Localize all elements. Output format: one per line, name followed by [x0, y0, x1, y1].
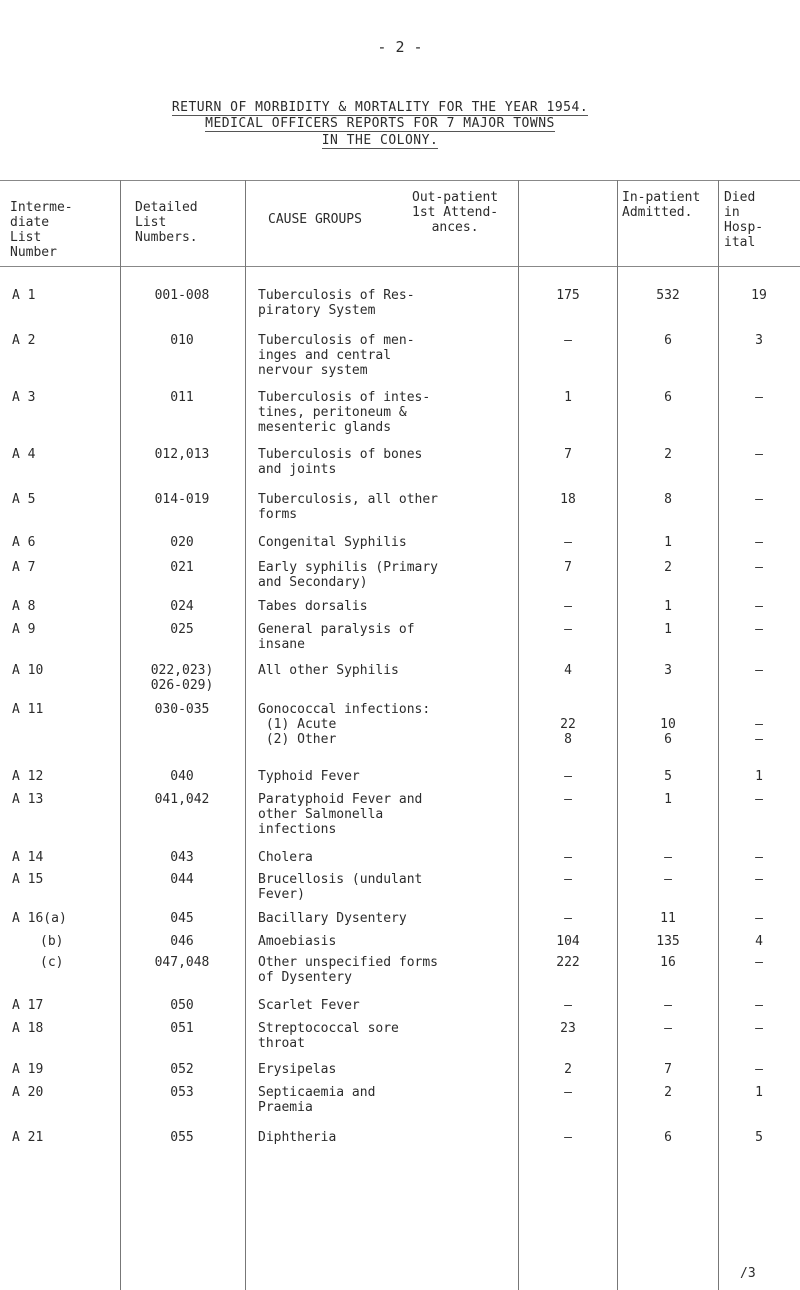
- header-inpatient: In-patient Admitted.: [622, 190, 701, 220]
- detailed-number: 044: [170, 872, 194, 887]
- intermediate-number: A 6: [12, 535, 36, 550]
- cause-group: Other unspecified forms of Dysentery: [258, 955, 439, 985]
- outpatient-count: 4: [564, 663, 572, 678]
- column-divider: [245, 180, 246, 1290]
- outpatient-count: –: [564, 998, 572, 1013]
- outpatient-count: –: [564, 769, 572, 784]
- cause-group: Scarlet Fever: [258, 998, 360, 1013]
- died-count: –: [755, 1021, 763, 1036]
- inpatient-count: 6: [664, 1130, 672, 1145]
- column-divider: [718, 180, 719, 1290]
- outpatient-count: –: [564, 911, 572, 926]
- cause-group: All other Syphilis: [258, 663, 399, 678]
- outpatient-count: 2: [564, 1062, 572, 1077]
- detailed-number: 022,023) 026-029): [150, 663, 214, 693]
- outpatient-count: 22 8: [560, 717, 576, 747]
- cause-group: Bacillary Dysentery: [258, 911, 407, 926]
- intermediate-number: A 12: [12, 769, 44, 784]
- page-number: - 2 -: [377, 38, 423, 56]
- detailed-number: 024: [170, 599, 194, 614]
- outpatient-count: –: [564, 535, 572, 550]
- detailed-number: 010: [170, 333, 194, 348]
- inpatient-count: 1: [664, 622, 672, 637]
- intermediate-number: A 11: [12, 702, 44, 717]
- intermediate-number: A 20: [12, 1085, 44, 1100]
- intermediate-number: A 8: [12, 599, 36, 614]
- died-count: –: [755, 955, 763, 970]
- cause-group: Early syphilis (Primary and Secondary): [258, 560, 439, 590]
- died-count: –: [755, 599, 763, 614]
- died-count: –: [755, 390, 763, 405]
- detailed-number: 052: [170, 1062, 194, 1077]
- continuation-note: /3: [740, 1266, 756, 1281]
- intermediate-number: A 18: [12, 1021, 44, 1036]
- intermediate-number: A 17: [12, 998, 44, 1013]
- outpatient-count: 23: [560, 1021, 576, 1036]
- intermediate-number: A 4: [12, 447, 36, 462]
- died-count: – –: [755, 717, 763, 747]
- outpatient-count: –: [564, 872, 572, 887]
- outpatient-count: 222: [556, 955, 580, 970]
- outpatient-count: –: [564, 792, 572, 807]
- inpatient-count: 2: [664, 560, 672, 575]
- outpatient-count: 7: [564, 447, 572, 462]
- cause-group: Tuberculosis, all other forms: [258, 492, 439, 522]
- cause-group: Gonococcal infections: (1) Acute (2) Other: [258, 702, 431, 747]
- inpatient-count: 1: [664, 792, 672, 807]
- outpatient-count: 1: [564, 390, 572, 405]
- outpatient-count: 104: [556, 934, 580, 949]
- outpatient-count: 7: [564, 560, 572, 575]
- detailed-number: 040: [170, 769, 194, 784]
- inpatient-count: 10 6: [660, 717, 676, 747]
- cause-group: General paralysis of insane: [258, 622, 415, 652]
- outpatient-count: –: [564, 1085, 572, 1100]
- outpatient-count: 18: [560, 492, 576, 507]
- cause-group: Erysipelas: [258, 1062, 337, 1077]
- died-count: –: [755, 998, 763, 1013]
- died-count: –: [755, 850, 763, 865]
- cause-group: Tabes dorsalis: [258, 599, 368, 614]
- inpatient-count: 7: [664, 1062, 672, 1077]
- died-count: –: [755, 872, 763, 887]
- intermediate-number: A 16(a): [12, 911, 67, 926]
- cause-group: Tuberculosis of intes- tines, peritoneum & mesenteric glands: [258, 390, 431, 435]
- detailed-number: 047,048: [154, 955, 210, 970]
- inpatient-count: 6: [664, 333, 672, 348]
- cause-group: Brucellosis (undulant Fever): [258, 872, 423, 902]
- header-died-in-hospital: Died in Hosp- ital: [724, 190, 764, 250]
- detailed-number: 025: [170, 622, 194, 637]
- intermediate-number: A 2: [12, 333, 36, 348]
- outpatient-count: –: [564, 333, 572, 348]
- cause-group: Tuberculosis of Res- piratory System: [258, 288, 415, 318]
- detailed-number: 030-035: [154, 702, 210, 717]
- died-count: –: [755, 492, 763, 507]
- cause-group: Amoebiasis: [258, 934, 337, 949]
- detailed-number: 014-019: [154, 492, 210, 507]
- inpatient-count: –: [664, 872, 672, 887]
- died-count: 3: [755, 333, 763, 348]
- inpatient-count: 16: [660, 955, 676, 970]
- title-line-2: MEDICAL OFFICERS REPORTS FOR 7 MAJOR TOWNS: [205, 116, 555, 131]
- header-intermediate-list: Interme- diate List Number: [10, 200, 73, 260]
- intermediate-number: A 15: [12, 872, 44, 887]
- died-count: –: [755, 560, 763, 575]
- header-detailed-list: Detailed List Numbers.: [135, 200, 198, 245]
- inpatient-count: 6: [664, 390, 672, 405]
- cause-group: Septicaemia and Praemia: [258, 1085, 376, 1115]
- column-divider: [617, 180, 618, 1290]
- inpatient-count: 8: [664, 492, 672, 507]
- inpatient-count: 5: [664, 769, 672, 784]
- inpatient-count: 3: [664, 663, 672, 678]
- detailed-number: 011: [170, 390, 194, 405]
- column-divider: [518, 180, 519, 1290]
- cause-group: Typhoid Fever: [258, 769, 360, 784]
- detailed-number: 020: [170, 535, 194, 550]
- inpatient-count: –: [664, 998, 672, 1013]
- intermediate-number: A 13: [12, 792, 44, 807]
- cause-group: Congenital Syphilis: [258, 535, 407, 550]
- intermediate-number: A 7: [12, 560, 36, 575]
- header-outpatient: Out-patient 1st Attend- ances.: [412, 190, 499, 235]
- detailed-number: 012,013: [154, 447, 210, 462]
- detailed-number: 045: [170, 911, 194, 926]
- header-cause-groups: CAUSE GROUPS: [268, 212, 362, 227]
- cause-group: Tuberculosis of men- inges and central nervour system: [258, 333, 415, 378]
- died-count: 5: [755, 1130, 763, 1145]
- died-count: 19: [751, 288, 767, 303]
- intermediate-number: A 21: [12, 1130, 44, 1145]
- outpatient-count: –: [564, 622, 572, 637]
- inpatient-count: 1: [664, 599, 672, 614]
- outpatient-count: 175: [556, 288, 580, 303]
- cause-group: Tuberculosis of bones and joints: [258, 447, 423, 477]
- inpatient-count: 135: [656, 934, 680, 949]
- detailed-number: 021: [170, 560, 194, 575]
- detailed-number: 041,042: [154, 792, 210, 807]
- detailed-number: 053: [170, 1085, 194, 1100]
- intermediate-number: A 5: [12, 492, 36, 507]
- died-count: –: [755, 447, 763, 462]
- outpatient-count: –: [564, 1130, 572, 1145]
- detailed-number: 046: [170, 934, 194, 949]
- detailed-number: 001-008: [154, 288, 210, 303]
- died-count: –: [755, 622, 763, 637]
- inpatient-count: 1: [664, 535, 672, 550]
- intermediate-number: A 9: [12, 622, 36, 637]
- cause-group: Streptococcal sore throat: [258, 1021, 399, 1051]
- cause-group: Paratyphoid Fever and other Salmonella infections: [258, 792, 423, 837]
- intermediate-number: A 10: [12, 663, 44, 678]
- title-line-1: RETURN OF MORBIDITY & MORTALITY FOR THE YEAR 1954.: [171, 100, 589, 115]
- inpatient-count: –: [664, 1021, 672, 1036]
- inpatient-count: 2: [664, 1085, 672, 1100]
- inpatient-count: 2: [664, 447, 672, 462]
- column-divider: [120, 180, 121, 1290]
- intermediate-number: A 14: [12, 850, 44, 865]
- cause-group: Cholera: [258, 850, 313, 865]
- title-line-3: IN THE COLONY.: [321, 133, 439, 148]
- inpatient-count: 532: [656, 288, 680, 303]
- inpatient-count: –: [664, 850, 672, 865]
- intermediate-number: (c): [40, 955, 64, 970]
- died-count: –: [755, 911, 763, 926]
- died-count: –: [755, 1062, 763, 1077]
- died-count: –: [755, 663, 763, 678]
- detailed-number: 055: [170, 1130, 194, 1145]
- detailed-number: 050: [170, 998, 194, 1013]
- died-count: –: [755, 792, 763, 807]
- died-count: 4: [755, 934, 763, 949]
- intermediate-number: A 3: [12, 390, 36, 405]
- died-count: 1: [755, 1085, 763, 1100]
- outpatient-count: –: [564, 599, 572, 614]
- inpatient-count: 11: [660, 911, 676, 926]
- died-count: –: [755, 535, 763, 550]
- died-count: 1: [755, 769, 763, 784]
- intermediate-number: A 19: [12, 1062, 44, 1077]
- detailed-number: 043: [170, 850, 194, 865]
- detailed-number: 051: [170, 1021, 194, 1036]
- cause-group: Diphtheria: [258, 1130, 337, 1145]
- intermediate-number: (b): [40, 934, 64, 949]
- intermediate-number: A 1: [12, 288, 36, 303]
- outpatient-count: –: [564, 850, 572, 865]
